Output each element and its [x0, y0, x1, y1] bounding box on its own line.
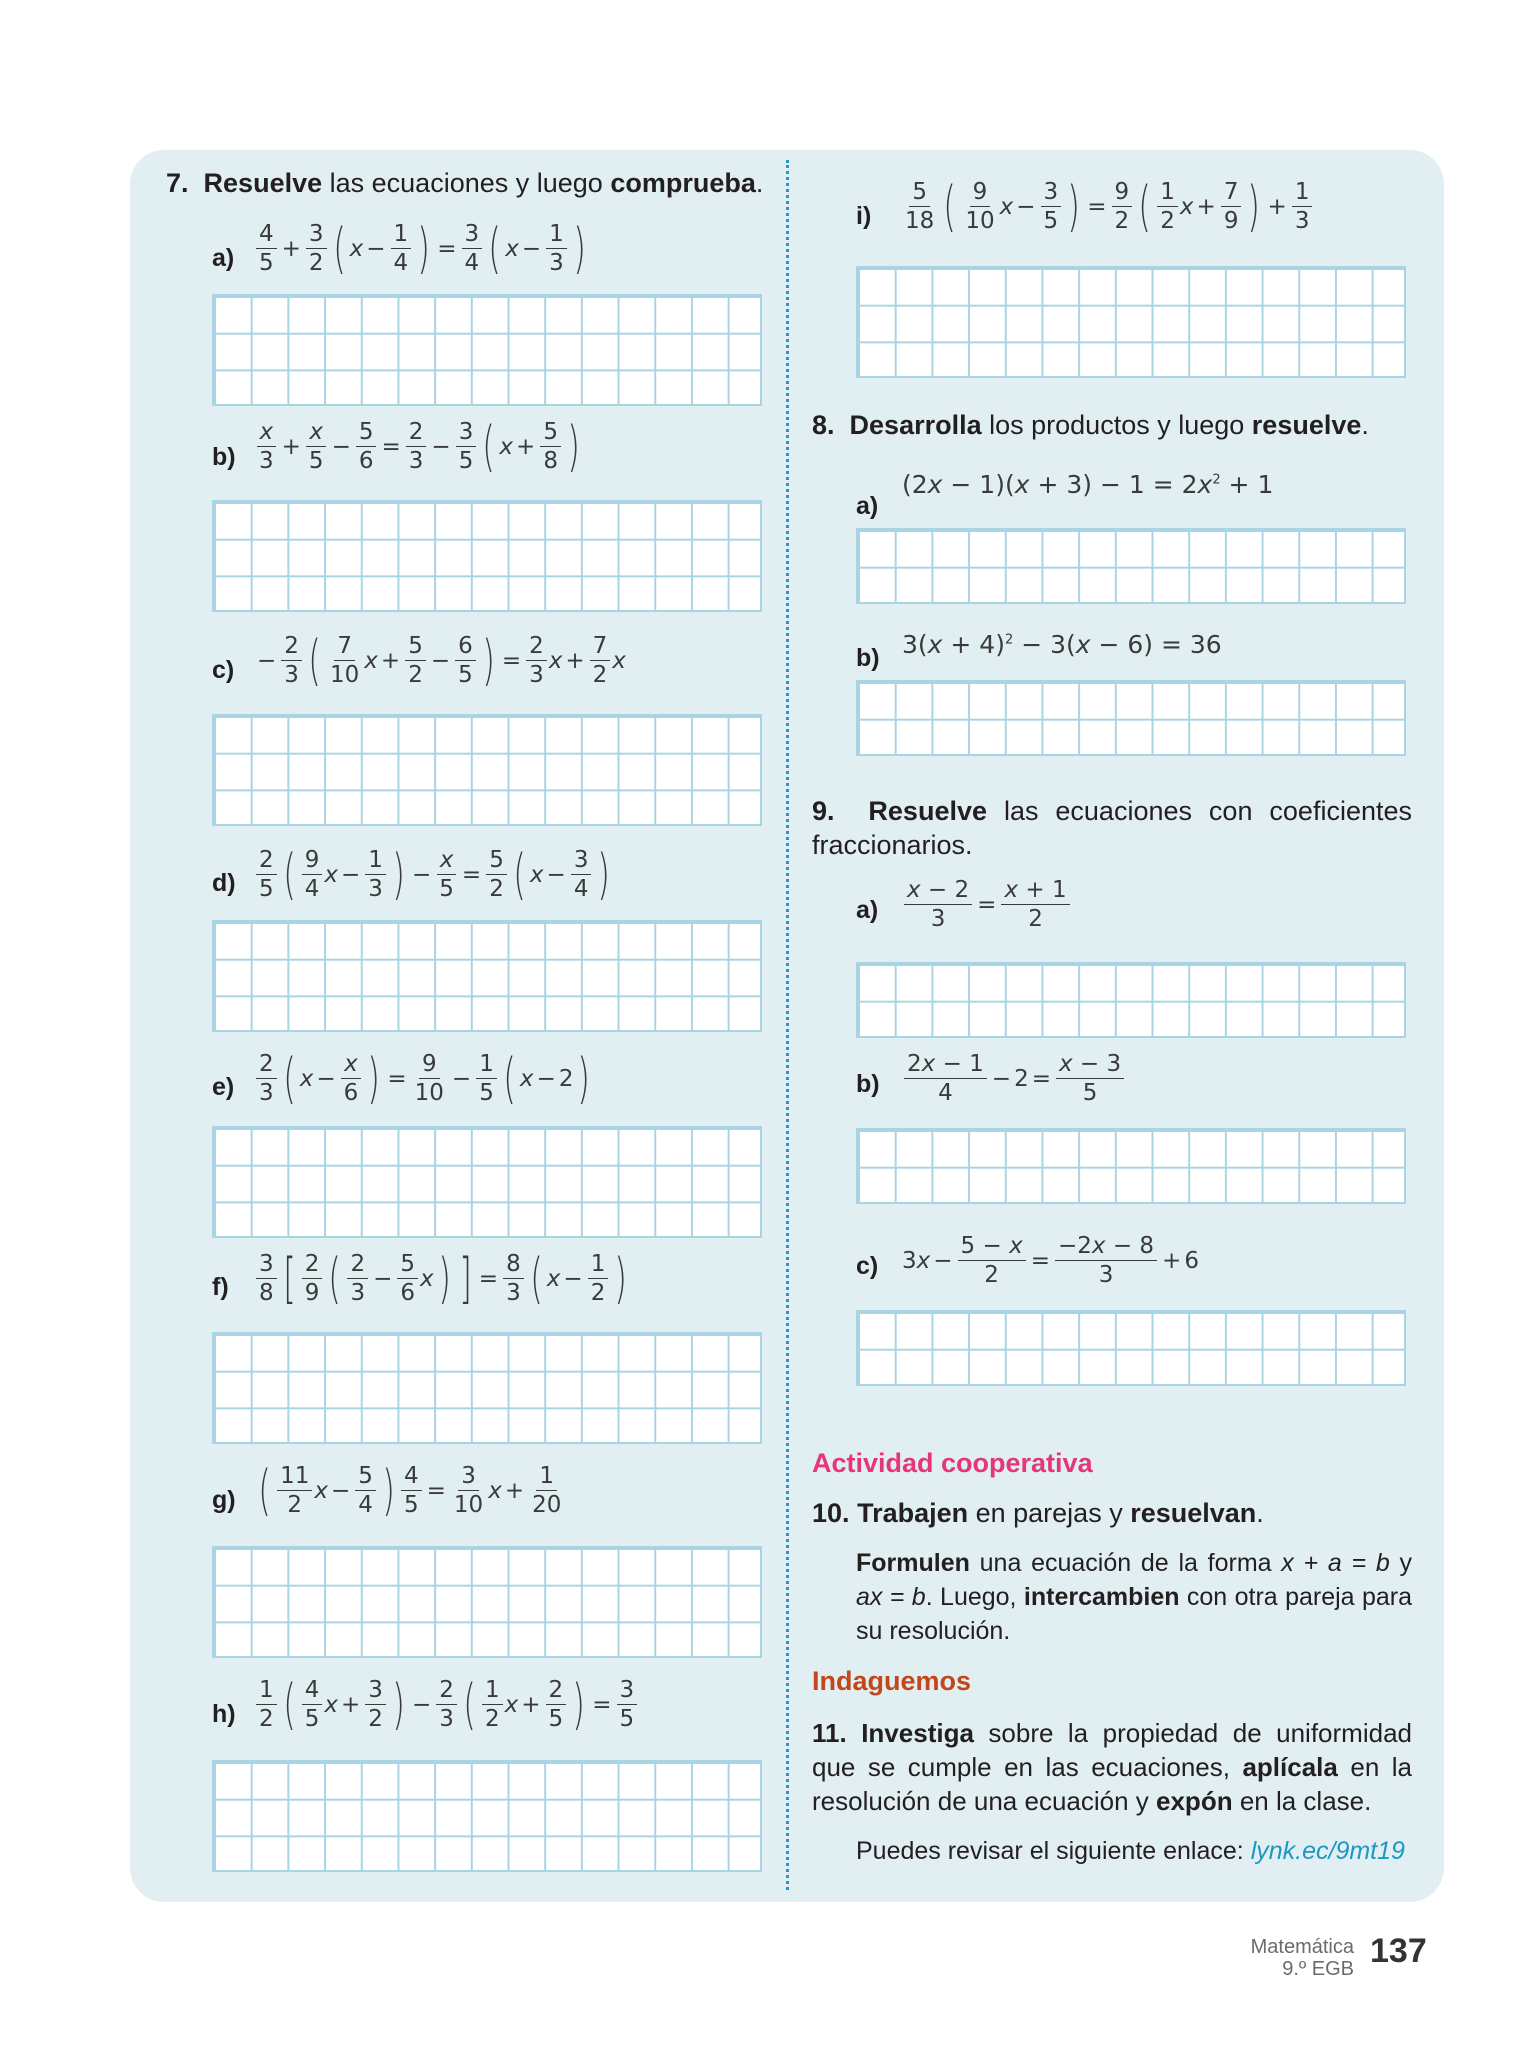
heading-text: las ecuaciones y luego — [322, 168, 611, 198]
answer-grid[interactable] — [856, 1128, 1406, 1204]
footer-subject — [1251, 1936, 1354, 1980]
instruction-text: sobre la propiedad de uniformidad que se cumple en las ecuaciones, — [812, 1718, 1412, 1782]
equation-7e: $\frac{2}{3}$ ( x − $\frac{x}{6}$ ) = $\frac{9}{10}$ − $\frac{1}{5}$ ( x − 2 ) — [254, 1050, 595, 1107]
answer-grid[interactable] — [212, 1126, 762, 1238]
exercise-8-heading — [812, 408, 1369, 442]
heading-verb: resuelvan — [1130, 1498, 1257, 1528]
equation-7i: $\frac{5}{18}$ ( $\frac{9}{10}$ x − $\frac{3}{5}$ ) = $\frac{9}{2}$ ( $\frac{1}{2}$ x + $\frac{7}{9}$ ) + $\frac{1}{3}$ — [900, 178, 1314, 235]
answer-grid[interactable] — [856, 1310, 1406, 1386]
instruction-text: en la resolución de una ecuación y — [812, 1752, 1412, 1816]
problem-label-c: c) — [856, 1252, 879, 1280]
problem-label-d: d) — [212, 869, 236, 897]
answer-grid[interactable] — [856, 680, 1406, 756]
column-divider — [786, 160, 789, 1890]
exercise-number: 8. — [812, 410, 835, 440]
instruction-verb: intercambien — [1023, 1583, 1180, 1611]
equation-7h: $\frac{1}{2}$ ( $\frac{4}{5}$ x + $\frac{3}{2}$ ) − $\frac{2}{3}$ ( $\frac{1}{2}$ x + $\frac{2}{5}$ ) = $\frac{3}{5}$ — [254, 1676, 639, 1733]
problem-label-a: a) — [212, 244, 235, 272]
exercise-10-heading — [812, 1496, 1264, 1530]
page-number: 137 — [1370, 1932, 1427, 1970]
instruction-text: con otra pareja para su resolución. — [856, 1583, 1412, 1645]
answer-grid[interactable] — [212, 1760, 762, 1872]
exercise-7-heading — [166, 166, 763, 200]
equation-form: ax = b — [856, 1583, 926, 1611]
heading-verb: Trabajen — [857, 1498, 969, 1528]
answer-grid[interactable] — [212, 920, 762, 1032]
resource-link[interactable]: lynk.ec/9mt19 — [1250, 1837, 1405, 1865]
exercise-number: 9. — [812, 796, 835, 826]
answer-grid[interactable] — [856, 962, 1406, 1038]
equation-form: x + a = b — [1281, 1549, 1390, 1577]
link-intro: Puedes revisar el siguiente enlace: — [856, 1837, 1251, 1865]
equation-7a: $\frac{4}{5}$ + $\frac{3}{2}$ ( x − $\frac{1}{4}$ ) = $\frac{3}{4}$ ( x − $\frac{1}{3}$ ) — [254, 220, 590, 277]
heading-verb: comprueba — [610, 168, 756, 198]
instruction-text: . Luego, — [925, 1583, 1024, 1611]
exercise-10-instructions — [856, 1546, 1412, 1648]
problem-label-h: h) — [212, 1700, 236, 1728]
problem-label-b: b) — [856, 644, 880, 672]
cooperative-activity-title: Actividad cooperativa — [812, 1448, 1093, 1478]
indaguemos-title: Indaguemos — [812, 1666, 972, 1696]
resource-link-line — [856, 1834, 1405, 1868]
problem-label-b: b) — [212, 443, 236, 471]
heading-text: . — [755, 168, 764, 198]
exercise-9-heading — [812, 794, 1412, 862]
heading-verb: Resuelve — [868, 796, 987, 826]
instruction-text: y — [1389, 1549, 1413, 1577]
problem-label-c: c) — [212, 656, 235, 684]
exercise-number: 7. — [166, 168, 189, 198]
problem-label-g: g) — [212, 1486, 236, 1514]
heading-text: en parejas y — [968, 1498, 1131, 1528]
instruction-text: en la clase. — [1232, 1786, 1372, 1816]
heading-text: las ecuaciones con coeficientes fraccionarios. — [812, 796, 1412, 860]
problem-label-b: b) — [856, 1070, 880, 1098]
exercise-11-heading — [812, 1716, 1412, 1818]
answer-grid[interactable] — [212, 1546, 762, 1658]
answer-grid[interactable] — [856, 266, 1406, 378]
equation-7f: $\frac{3}{8}$ [ $\frac{2}{9}$ ( $\frac{2}{3}$ − $\frac{5}{6}$ x ) ] = $\frac{8}{3}$ ( x − $\frac{1}{2}$ ) — [254, 1250, 631, 1307]
equation-7c: − $\frac{2}{3}$ ( $\frac{7}{10}$ x + $\frac{5}{2}$ − $\frac{6}{5}$ ) = $\frac{2}{3}$ x + $\frac{7}{2}$ x — [257, 628, 626, 692]
heading-text: . — [1361, 410, 1369, 440]
equation-8a: $(2x - 1)(x + 3) - 1 = 2x^2 + 1$ — [902, 470, 1274, 499]
heading-verb: Resuelve — [203, 168, 323, 198]
exercise-number: 10. — [812, 1498, 850, 1528]
instruction-verb: Formulen — [856, 1549, 970, 1577]
equation-9a: $\frac{x - 2}{3}$ = $\frac{x + 1}{2}$ — [902, 876, 1072, 933]
problem-label-e: e) — [212, 1073, 235, 1101]
answer-grid[interactable] — [212, 294, 762, 406]
answer-grid[interactable] — [212, 714, 762, 826]
answer-grid[interactable] — [212, 1332, 762, 1444]
problem-label-a: a) — [856, 896, 879, 924]
problem-label-a: a) — [856, 492, 879, 520]
instruction-verb: expón — [1156, 1786, 1233, 1816]
problem-label-f: f) — [212, 1273, 229, 1301]
heading-verb: resuelve — [1251, 410, 1362, 440]
equation-7g: ( $\frac{11}{2}$ x − $\frac{5}{4}$ ) $\frac{4}{5}$ = $\frac{3}{10}$ x + $\frac{1}{20}$ — [258, 1458, 562, 1522]
equation-7b: $\frac{x}{3}$ + $\frac{x}{5}$ − $\frac{5}{6}$ = $\frac{2}{3}$ − $\frac{3}{5}$ ( x + $\frac{5}{8}$ ) — [254, 418, 584, 475]
equation-7d: $\frac{2}{5}$ ( $\frac{9}{4}$ x − $\frac{1}{3}$ ) − $\frac{x}{5}$ = $\frac{5}{2}$ ( x − $\frac{3}{4}$ ) — [254, 846, 615, 903]
instruction-verb: Investiga — [861, 1718, 974, 1748]
answer-grid[interactable] — [212, 500, 762, 612]
heading-verb: Desarrolla — [849, 410, 982, 440]
instruction-verb: aplícala — [1242, 1752, 1338, 1782]
equation-8b: $3(x + 4)^2 - 3(x - 6) = 36$ — [902, 630, 1222, 659]
answer-grid[interactable] — [856, 528, 1406, 604]
instruction-text: una ecuación de la forma — [969, 1549, 1282, 1577]
heading-text: . — [1256, 1498, 1264, 1528]
grade-label: 9.º EGB — [1282, 1958, 1354, 1980]
subject-name: Matemática — [1250, 1936, 1354, 1958]
equation-9b: $\frac{2x - 1}{4}$ − 2 = $\frac{x - 3}{5}$ — [902, 1050, 1126, 1107]
heading-text: los productos y luego — [981, 410, 1252, 440]
problem-label-i: i) — [856, 202, 872, 230]
exercise-number: 11. — [812, 1718, 847, 1748]
equation-9c: 3 x − $\frac{5 - x}{2}$ = $\frac{-2x - 8}{3}$ + 6 — [902, 1233, 1199, 1288]
